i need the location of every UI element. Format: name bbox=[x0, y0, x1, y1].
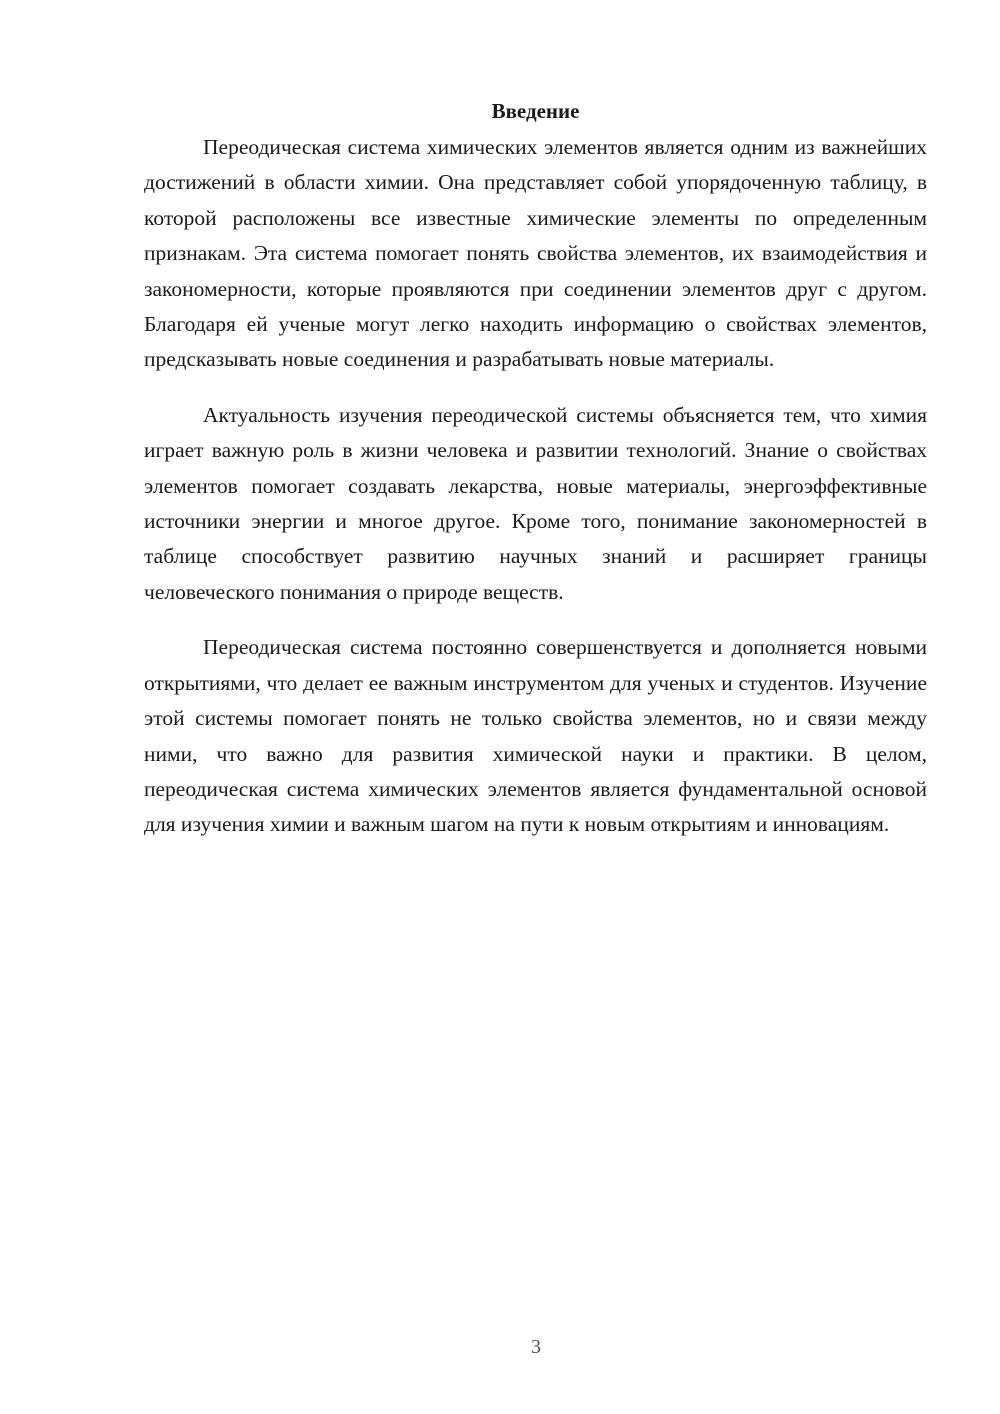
paragraph-conclusion: Переодическая система постоянно совершенствуется и дополняется новыми открытиями, что делает ее важным инструментом для ученых и студентов. Изучение этой системы помогает понять не только свойства элементов, но и связи между ними, что важно для развития химической науки и практики. В целом, переодическая система химических элементов является фундаментальной основой для изучения химии и важным шагом на пути к новым открытиям и инновациям. bbox=[144, 635, 927, 837]
page-content bbox=[144, 95, 927, 843]
paragraph-intro: Переодическая система химических элементов является одним из важнейших достижений в области химии. Она представляет собой упорядоченную таблицу, в которой расположены все известные химические элементы по определенным признакам. Эта система помогает понять свойства элементов, их взаимодействия и закономерности, которые проявляются при соединении элементов друг с другом. Благодаря ей ученые могут легко находить информацию о свойствах элементов, предсказывать новые соединения и разрабатывать новые материалы. bbox=[144, 135, 927, 372]
section-heading: Введение bbox=[491, 99, 580, 123]
paragraph-relevance: Актуальность изучения переодической системы объясняется тем, что химия играет важную роль в жизни человека и развитии технологий. Знание о свойствах элементов помогает создавать лекарства, новые материалы, энергоэффективные источники энергии и многое другое. Кроме того, понимание закономерностей в таблице способствует развитию научных знаний и расширяет границы человеческого понимания о природе веществ. bbox=[144, 402, 927, 604]
page-number: 3 bbox=[531, 1336, 541, 1358]
